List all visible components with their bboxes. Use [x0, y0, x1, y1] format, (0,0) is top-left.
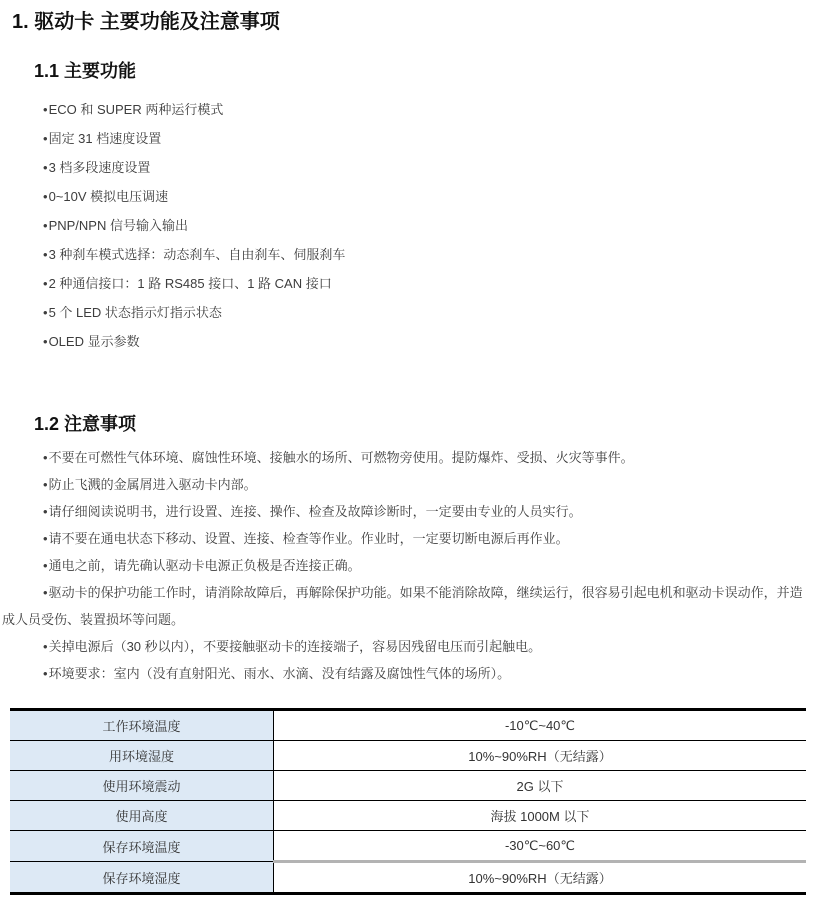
- main-functions-list: [2, 95, 815, 356]
- precaution-item: • 关掉电源后（30 秒以内），不要接触驱动卡的连接端子，容易因残留电压而引起触电。: [2, 633, 815, 660]
- precaution-item: • 请不要在通电状态下移动、设置、连接、检查等作业。作业时，一定要切断电源后再作业。: [2, 525, 815, 552]
- env-value-cell: 10%~90%RH（无结露）: [274, 862, 807, 894]
- env-value-cell: 海拔 1000M 以下: [274, 801, 807, 831]
- feature-item: • 固定 31 档速度设置: [2, 124, 815, 153]
- precaution-item: • 防止飞溅的金属屑进入驱动卡内部。: [2, 471, 815, 498]
- precautions-list: [2, 444, 815, 687]
- table-row: [10, 862, 806, 894]
- table-row: [10, 710, 806, 741]
- section-heading-main-functions: 1.1 主要功能: [34, 61, 137, 81]
- table-row: [10, 771, 806, 801]
- env-label-cell: 用环境湿度: [10, 741, 274, 771]
- table-row: [10, 801, 806, 831]
- feature-item: • 3 档多段速度设置: [2, 153, 815, 182]
- env-label-cell: 使用高度: [10, 801, 274, 831]
- env-value-cell: -30℃~60℃: [274, 831, 807, 862]
- precaution-item: • 环境要求：室内（没有直射阳光、雨水、水滴、没有结露及腐蚀性气体的场所）。: [2, 660, 815, 687]
- environment-requirements-table: [10, 708, 806, 895]
- feature-item: • 5 个 LED 状态指示灯指示状态: [2, 298, 815, 327]
- section-heading-precautions: 1.2 注意事项: [34, 414, 137, 434]
- page-title: 1. 驱动卡 主要功能及注意事项: [12, 11, 280, 33]
- env-value-cell: 10%~90%RH（无结露）: [274, 741, 807, 771]
- feature-item: • OLED 显示参数: [2, 327, 815, 356]
- precaution-item: • 不要在可燃性气体环境、腐蚀性环境、接触水的场所、可燃物旁使用。提防爆炸、受损、火灾等事件。: [2, 444, 815, 471]
- precaution-item: • 通电之前，请先确认驱动卡电源正负极是否连接正确。: [2, 552, 815, 579]
- feature-item: • ECO 和 SUPER 两种运行模式: [2, 95, 815, 124]
- feature-item: • PNP/NPN 信号输入输出: [2, 211, 815, 240]
- env-value-cell: 2G 以下: [274, 771, 807, 801]
- feature-item: • 0~10V 模拟电压调速: [2, 182, 815, 211]
- feature-item: • 3 种刹车模式选择：动态刹车、自由刹车、伺服刹车: [2, 240, 815, 269]
- env-label-cell: 工作环境温度: [10, 710, 274, 741]
- precaution-item: • 驱动卡的保护功能工作时，请消除故障后，再解除保护功能。如果不能消除故障，继续运行，很容易引起电机和驱动卡误动作，并造成人员受伤、装置损坏等问题。: [2, 579, 815, 633]
- feature-item: • 2 种通信接口：1 路 RS485 接口、1 路 CAN 接口: [2, 269, 815, 298]
- table-row: [10, 831, 806, 862]
- env-label-cell: 使用环境震动: [10, 771, 274, 801]
- env-label-cell: 保存环境湿度: [10, 862, 274, 894]
- env-value-cell: -10℃~40℃: [504, 717, 576, 733]
- precaution-item: • 请仔细阅读说明书，进行设置、连接、操作、检查及故障诊断时，一定要由专业的人员实行。: [2, 498, 815, 525]
- env-label-cell: 保存环境温度: [10, 831, 274, 862]
- table-row: [10, 741, 806, 771]
